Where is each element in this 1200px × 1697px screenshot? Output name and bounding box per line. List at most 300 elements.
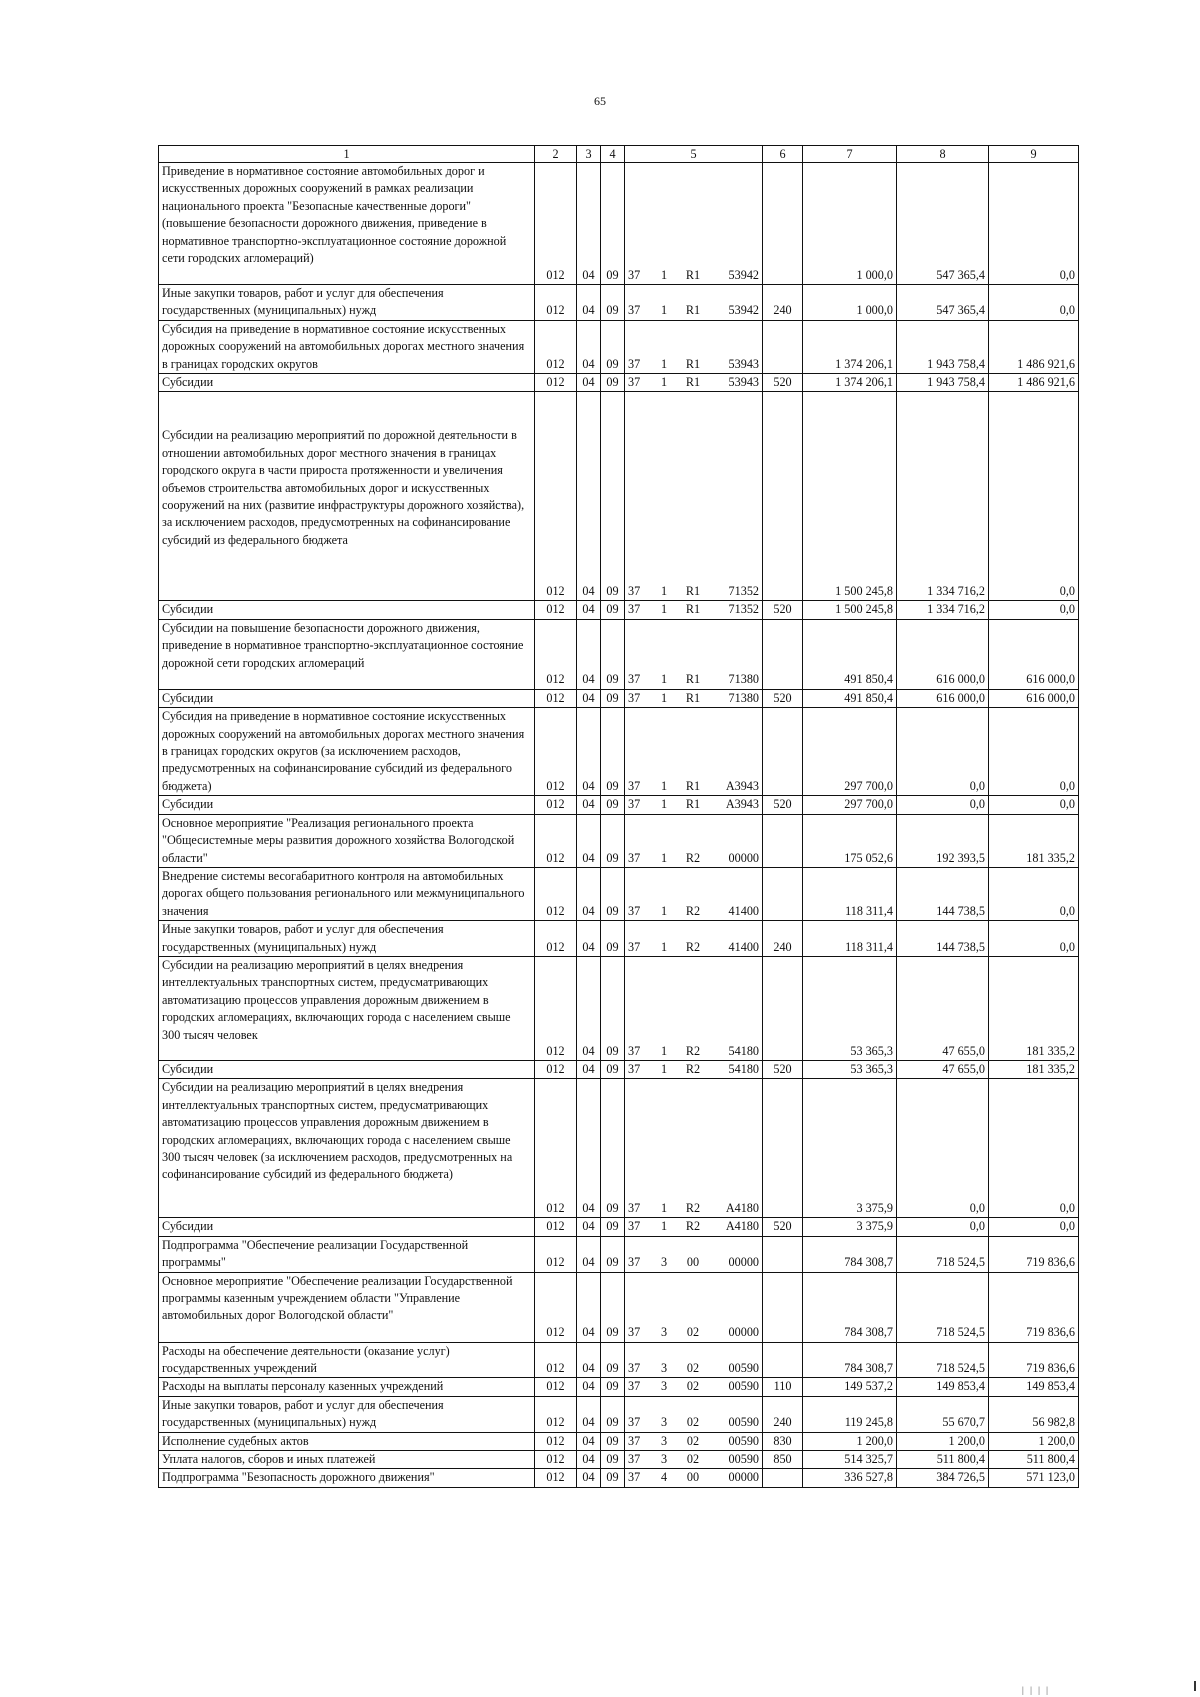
- target-code-parts: [628, 850, 759, 867]
- amount-col9: 1 486 921,6: [989, 320, 1079, 373]
- target-code-parts: [628, 1324, 759, 1341]
- table-row: [159, 163, 1079, 285]
- amount-col8: 616 000,0: [897, 619, 989, 689]
- target-code-subprogram: 1: [660, 1061, 668, 1076]
- amount-col8: 144 738,5: [897, 921, 989, 957]
- section-code: 04: [577, 708, 601, 796]
- expense-type: 240: [763, 1396, 803, 1432]
- target-code-program: 37: [628, 1433, 641, 1448]
- expense-type: [763, 1236, 803, 1272]
- amount-col8: 384 726,5: [897, 1469, 989, 1487]
- row-name: Подпрограмма "Безопасность дорожного движения": [159, 1469, 535, 1487]
- admin-code: 012: [535, 285, 577, 321]
- target-code-direction: R2: [685, 1200, 701, 1215]
- amount-col8: 718 524,5: [897, 1272, 989, 1342]
- target-code: [625, 619, 763, 689]
- amount-col8: 192 393,5: [897, 814, 989, 867]
- target-code-subprogram: 3: [660, 1415, 668, 1430]
- amount-col7: 1 000,0: [803, 285, 897, 321]
- target-code-program: 37: [628, 903, 641, 918]
- table-row: [159, 1236, 1079, 1272]
- header-cell: 5: [625, 146, 763, 163]
- amount-col7: 491 850,4: [803, 619, 897, 689]
- target-code-direction: 02: [686, 1379, 700, 1394]
- table-row: [159, 374, 1079, 392]
- subsection-code: 09: [601, 619, 625, 689]
- target-code-parts: [628, 583, 759, 600]
- target-code-code: A4180: [725, 1219, 759, 1234]
- table-row: [159, 1060, 1079, 1078]
- target-code-program: 37: [628, 1470, 641, 1485]
- amount-col9: 0,0: [989, 601, 1079, 619]
- subsection-code: 09: [601, 1079, 625, 1218]
- target-code-code: A3943: [725, 797, 759, 812]
- target-code-code: 00000: [728, 1255, 759, 1270]
- amount-col8: 0,0: [897, 708, 989, 796]
- table-row: [159, 601, 1079, 619]
- table-row: [159, 1079, 1079, 1218]
- admin-code: 012: [535, 601, 577, 619]
- target-code-subprogram: 1: [660, 584, 668, 599]
- admin-code: 012: [535, 1272, 577, 1342]
- target-code-parts: [628, 796, 759, 813]
- target-code: [625, 1378, 763, 1396]
- amount-col7: 175 052,6: [803, 814, 897, 867]
- section-code: 04: [577, 689, 601, 707]
- subsection-code: 09: [601, 1218, 625, 1236]
- admin-code: 012: [535, 1469, 577, 1487]
- scan-edge-mark: [1194, 1681, 1196, 1691]
- subsection-code: 09: [601, 163, 625, 285]
- target-code-parts: [628, 1360, 759, 1377]
- target-code-direction: 02: [686, 1452, 700, 1466]
- amount-col9: 181 335,2: [989, 956, 1079, 1060]
- row-name: Субсидии на повышение безопасности дорожного движения, приведение в нормативное транспортно-эксплуатационное состояние дорожной сети городских агломераций: [159, 619, 535, 689]
- amount-col8: 47 655,0: [897, 956, 989, 1060]
- expense-type: 110: [763, 1378, 803, 1396]
- target-code: [625, 163, 763, 285]
- subsection-code: 09: [601, 1432, 625, 1450]
- target-code-program: 37: [628, 672, 641, 687]
- target-code-direction: R1: [685, 356, 701, 371]
- target-code: [625, 956, 763, 1060]
- subsection-code: 09: [601, 867, 625, 920]
- admin-code: 012: [535, 867, 577, 920]
- target-code: [625, 796, 763, 814]
- scan-mark: | | | |: [1022, 1685, 1050, 1695]
- target-code-code: 41400: [728, 939, 759, 954]
- admin-code: 012: [535, 689, 577, 707]
- target-code: [625, 1432, 763, 1450]
- expense-type: [763, 814, 803, 867]
- expense-type: [763, 956, 803, 1060]
- target-code-program: 37: [628, 1219, 641, 1234]
- target-code-program: 37: [628, 1061, 641, 1076]
- target-code-code: A3943: [725, 778, 759, 793]
- amount-col7: 297 700,0: [803, 708, 897, 796]
- section-code: 04: [577, 921, 601, 957]
- row-name: Субсидии: [159, 374, 535, 392]
- target-code: [625, 1469, 763, 1487]
- target-code: [625, 285, 763, 321]
- subsection-code: 09: [601, 392, 625, 601]
- section-code: 04: [577, 1218, 601, 1236]
- header-cell: 7: [803, 146, 897, 163]
- admin-code: 012: [535, 374, 577, 392]
- admin-code: 012: [535, 392, 577, 601]
- amount-col9: 719 836,6: [989, 1342, 1079, 1378]
- target-code-direction: R1: [685, 267, 701, 282]
- amount-col9: 0,0: [989, 708, 1079, 796]
- target-code-subprogram: 1: [660, 1200, 668, 1215]
- target-code-subprogram: 3: [660, 1325, 668, 1340]
- amount-col9: 1 486 921,6: [989, 374, 1079, 392]
- target-code-subprogram: 1: [660, 850, 668, 865]
- amount-col7: 784 308,7: [803, 1272, 897, 1342]
- admin-code: 012: [535, 708, 577, 796]
- target-code-parts: [628, 1200, 759, 1217]
- target-code-program: 37: [628, 375, 641, 390]
- amount-col7: 3 375,9: [803, 1218, 897, 1236]
- row-name: Приведение в нормативное состояние автомобильных дорог и искусственных дорожных сооружений в рамках реализации национального проекта "Безопасные качественные дороги" (повышение безопасности дорожного движения, приведение в нормативное транспортно-эксплуатационное состояние дорожной сети городских агломераций): [159, 163, 535, 285]
- amount-col9: 719 836,6: [989, 1272, 1079, 1342]
- subsection-code: 09: [601, 708, 625, 796]
- target-code-code: 00590: [728, 1379, 759, 1394]
- amount-col8: 547 365,4: [897, 285, 989, 321]
- expense-type: 830: [763, 1432, 803, 1450]
- target-code-direction: R1: [685, 690, 701, 705]
- target-code-code: 71352: [728, 602, 759, 617]
- table-row: [159, 1342, 1079, 1378]
- target-code-code: 41400: [728, 903, 759, 918]
- admin-code: 012: [535, 1378, 577, 1396]
- target-code-program: 37: [628, 1255, 641, 1270]
- target-code: [625, 1396, 763, 1432]
- target-code-parts: [628, 1218, 759, 1235]
- target-code-direction: R1: [685, 303, 701, 318]
- amount-col8: 1 943 758,4: [897, 374, 989, 392]
- amount-col8: 547 365,4: [897, 163, 989, 285]
- table-row: [159, 867, 1079, 920]
- amount-col8: 0,0: [897, 796, 989, 814]
- target-code-code: 00000: [728, 1325, 759, 1340]
- table-row: [159, 285, 1079, 321]
- target-code-subprogram: 1: [660, 1043, 668, 1058]
- header-cell: 2: [535, 146, 577, 163]
- amount-col8: 616 000,0: [897, 689, 989, 707]
- amount-col8: 1 200,0: [897, 1432, 989, 1450]
- target-code-subprogram: 1: [660, 1219, 668, 1234]
- target-code-code: 00000: [728, 1470, 759, 1485]
- target-code-subprogram: 1: [660, 375, 668, 390]
- expense-type: 520: [763, 796, 803, 814]
- table-row: [159, 1218, 1079, 1236]
- section-code: 04: [577, 1236, 601, 1272]
- admin-code: 012: [535, 956, 577, 1060]
- row-name: Иные закупки товаров, работ и услуг для обеспечения государственных (муниципальных) нужд: [159, 1396, 535, 1432]
- amount-col7: 1 500 245,8: [803, 392, 897, 601]
- target-code: [625, 867, 763, 920]
- target-code-program: 37: [628, 602, 641, 617]
- target-code-direction: R1: [685, 602, 701, 617]
- amount-col8: 1 334 716,2: [897, 601, 989, 619]
- row-name: Расходы на выплаты персоналу казенных учреждений: [159, 1378, 535, 1396]
- table-row: [159, 1272, 1079, 1342]
- amount-col8: 0,0: [897, 1079, 989, 1218]
- target-code-parts: [628, 1414, 759, 1431]
- row-name: Уплата налогов, сборов и иных платежей: [159, 1451, 535, 1469]
- target-code-program: 37: [628, 778, 641, 793]
- amount-col8: 718 524,5: [897, 1342, 989, 1378]
- target-code-parts: [628, 671, 759, 688]
- amount-col8: 0,0: [897, 1218, 989, 1236]
- amount-col7: 1 500 245,8: [803, 601, 897, 619]
- amount-col7: 1 000,0: [803, 163, 897, 285]
- subsection-code: 09: [601, 1378, 625, 1396]
- target-code: [625, 1272, 763, 1342]
- row-name: Иные закупки товаров, работ и услуг для обеспечения государственных (муниципальных) нужд: [159, 285, 535, 321]
- target-code-subprogram: 3: [660, 1360, 668, 1375]
- target-code: [625, 689, 763, 707]
- amount-col9: 0,0: [989, 1218, 1079, 1236]
- target-code-code: 71380: [728, 672, 759, 687]
- section-code: 04: [577, 601, 601, 619]
- section-code: 04: [577, 285, 601, 321]
- row-name: Подпрограмма "Обеспечение реализации Государственной программы": [159, 1236, 535, 1272]
- subsection-code: 09: [601, 601, 625, 619]
- admin-code: 012: [535, 1060, 577, 1078]
- section-code: 04: [577, 796, 601, 814]
- target-code-code: 53943: [728, 356, 759, 371]
- admin-code: 012: [535, 814, 577, 867]
- table-row: [159, 814, 1079, 867]
- target-code: [625, 392, 763, 601]
- target-code-parts: [628, 1469, 759, 1486]
- amount-col9: 1 200,0: [989, 1432, 1079, 1450]
- amount-col9: 0,0: [989, 392, 1079, 601]
- target-code-direction: 00: [686, 1470, 700, 1485]
- subsection-code: 09: [601, 320, 625, 373]
- target-code-subprogram: 3: [660, 1379, 668, 1394]
- table-row: [159, 320, 1079, 373]
- target-code-direction: R2: [685, 850, 701, 865]
- expense-type: [763, 1079, 803, 1218]
- admin-code: 012: [535, 619, 577, 689]
- admin-code: 012: [535, 921, 577, 957]
- target-code: [625, 708, 763, 796]
- amount-col8: 718 524,5: [897, 1236, 989, 1272]
- row-name: Основное мероприятие "Обеспечение реализации Государственной программы казенным учреждением области "Управление автомобильных дорог Вологодской области": [159, 1272, 535, 1342]
- target-code-direction: R1: [685, 778, 701, 793]
- target-code-program: 37: [628, 1415, 641, 1430]
- amount-col9: 0,0: [989, 921, 1079, 957]
- target-code-subprogram: 1: [660, 602, 668, 617]
- section-code: 04: [577, 374, 601, 392]
- admin-code: 012: [535, 1342, 577, 1378]
- amount-col7: 53 365,3: [803, 956, 897, 1060]
- admin-code: 012: [535, 1218, 577, 1236]
- expense-type: 240: [763, 285, 803, 321]
- target-code-parts: [628, 267, 759, 284]
- target-code-direction: 02: [686, 1433, 700, 1448]
- row-name: Внедрение системы весогабаритного контроля на автомобильных дорогах общего пользования регионального или межмуниципального значения: [159, 867, 535, 920]
- target-code-subprogram: 1: [660, 939, 668, 954]
- row-name: Субсидии на реализацию мероприятий в целях внедрения интеллектуальных транспортных систем, предусматривающих автоматизацию процессов управления дорожным движением в городских агломерациях, включающих города с населением свыше 300 тысяч человек (за исключением расходов, предусмотренных на софинансирование субсидий из федерального бюджета): [159, 1079, 535, 1218]
- subsection-code: 09: [601, 814, 625, 867]
- target-code: [625, 1342, 763, 1378]
- amount-col9: 0,0: [989, 163, 1079, 285]
- expense-type: [763, 619, 803, 689]
- amount-col7: 1 200,0: [803, 1432, 897, 1450]
- amount-col7: 119 245,8: [803, 1396, 897, 1432]
- amount-col9: 0,0: [989, 867, 1079, 920]
- admin-code: 012: [535, 1079, 577, 1218]
- section-code: 04: [577, 619, 601, 689]
- amount-col9: 616 000,0: [989, 689, 1079, 707]
- amount-col9: 616 000,0: [989, 619, 1079, 689]
- admin-code: 012: [535, 320, 577, 373]
- target-code-code: 71380: [728, 690, 759, 705]
- page-number: 65: [594, 94, 606, 108]
- subsection-code: 09: [601, 1060, 625, 1078]
- section-code: 04: [577, 320, 601, 373]
- target-code-program: 37: [628, 303, 641, 318]
- target-code-program: 37: [628, 1325, 641, 1340]
- target-code-parts: [628, 1043, 759, 1060]
- target-code-code: 53942: [728, 303, 759, 318]
- target-code-parts: [628, 1451, 759, 1468]
- table-row: [159, 1451, 1079, 1469]
- header-cell: 3: [577, 146, 601, 163]
- target-code-parts: [628, 302, 759, 319]
- section-code: 04: [577, 1469, 601, 1487]
- subsection-code: 09: [601, 921, 625, 957]
- amount-col7: 149 537,2: [803, 1378, 897, 1396]
- amount-col7: 118 311,4: [803, 921, 897, 957]
- table-row: [159, 392, 1079, 601]
- header-cell: 8: [897, 146, 989, 163]
- section-code: 04: [577, 392, 601, 601]
- amount-col7: 1 374 206,1: [803, 374, 897, 392]
- target-code-code: 00590: [728, 1360, 759, 1375]
- expense-type: [763, 1469, 803, 1487]
- amount-col9: 719 836,6: [989, 1236, 1079, 1272]
- target-code-subprogram: 1: [660, 303, 668, 318]
- target-code: [625, 374, 763, 392]
- target-code-code: 71352: [728, 584, 759, 599]
- admin-code: 012: [535, 1432, 577, 1450]
- subsection-code: 09: [601, 1342, 625, 1378]
- target-code-subprogram: 1: [660, 356, 668, 371]
- amount-col7: 118 311,4: [803, 867, 897, 920]
- amount-col9: 0,0: [989, 1079, 1079, 1218]
- target-code-program: 37: [628, 584, 641, 599]
- table-row: [159, 921, 1079, 957]
- target-code-parts: [628, 601, 759, 618]
- target-code-code: A4180: [725, 1200, 759, 1215]
- header-cell: 6: [763, 146, 803, 163]
- target-code-parts: [628, 374, 759, 391]
- target-code-parts: [628, 356, 759, 373]
- table-row: [159, 689, 1079, 707]
- target-code-direction: R1: [685, 584, 701, 599]
- subsection-code: 09: [601, 1469, 625, 1487]
- admin-code: 012: [535, 1396, 577, 1432]
- section-code: 04: [577, 956, 601, 1060]
- expense-type: 520: [763, 1060, 803, 1078]
- target-code-code: 00590: [728, 1452, 759, 1466]
- target-code-subprogram: 1: [660, 672, 668, 687]
- target-code-code: 54180: [728, 1043, 759, 1058]
- target-code-direction: 00: [686, 1255, 700, 1270]
- row-name: Субсидии: [159, 689, 535, 707]
- target-code-program: 37: [628, 1452, 641, 1466]
- target-code-code: 53943: [728, 375, 759, 390]
- amount-col7: 3 375,9: [803, 1079, 897, 1218]
- amount-col9: 149 853,4: [989, 1378, 1079, 1396]
- target-code-direction: 02: [686, 1415, 700, 1430]
- section-code: 04: [577, 1432, 601, 1450]
- subsection-code: 09: [601, 956, 625, 1060]
- target-code-subprogram: 3: [660, 1452, 668, 1466]
- target-code-program: 37: [628, 797, 641, 812]
- expense-type: 520: [763, 374, 803, 392]
- admin-code: 012: [535, 796, 577, 814]
- admin-code: 012: [535, 1236, 577, 1272]
- target-code-program: 37: [628, 1043, 641, 1058]
- target-code-parts: [628, 939, 759, 956]
- section-code: 04: [577, 1060, 601, 1078]
- subsection-code: 09: [601, 285, 625, 321]
- amount-col7: 297 700,0: [803, 796, 897, 814]
- amount-col8: 144 738,5: [897, 867, 989, 920]
- table-row: [159, 1469, 1079, 1487]
- section-code: 04: [577, 1378, 601, 1396]
- table-row: [159, 956, 1079, 1060]
- row-name: Субсидия на приведение в нормативное состояние искусственных дорожных сооружений на автомобильных дорогах местного значения в границах городских округов: [159, 320, 535, 373]
- target-code-subprogram: 1: [660, 903, 668, 918]
- amount-col7: 784 308,7: [803, 1236, 897, 1272]
- target-code: [625, 921, 763, 957]
- row-name: Субсидии: [159, 1060, 535, 1078]
- target-code-code: 00000: [728, 850, 759, 865]
- expense-type: [763, 392, 803, 601]
- budget-table: [158, 145, 1079, 1488]
- target-code-direction: 02: [686, 1325, 700, 1340]
- row-name: Субсидии: [159, 796, 535, 814]
- amount-col7: 491 850,4: [803, 689, 897, 707]
- target-code-subprogram: 1: [660, 267, 668, 282]
- table-row: [159, 796, 1079, 814]
- row-name: Исполнение судебных актов: [159, 1432, 535, 1450]
- amount-col8: 47 655,0: [897, 1060, 989, 1078]
- expense-type: 850: [763, 1451, 803, 1469]
- table-row: [159, 708, 1079, 796]
- subsection-code: 09: [601, 689, 625, 707]
- expense-type: [763, 867, 803, 920]
- subsection-code: 09: [601, 796, 625, 814]
- subsection-code: 09: [601, 374, 625, 392]
- row-name: Субсидия на приведение в нормативное состояние искусственных дорожных сооружений на автомобильных дорогах местного значения в границах городских округов (за исключением расходов, предусмотренных на софинансирование субсидий из федерального бюджета): [159, 708, 535, 796]
- expense-type: [763, 320, 803, 373]
- amount-col8: 149 853,4: [897, 1378, 989, 1396]
- row-name: Субсидии: [159, 601, 535, 619]
- target-code-direction: R1: [685, 375, 701, 390]
- target-code: [625, 1079, 763, 1218]
- section-code: 04: [577, 1396, 601, 1432]
- target-code-direction: R2: [685, 939, 701, 954]
- subsection-code: 09: [601, 1272, 625, 1342]
